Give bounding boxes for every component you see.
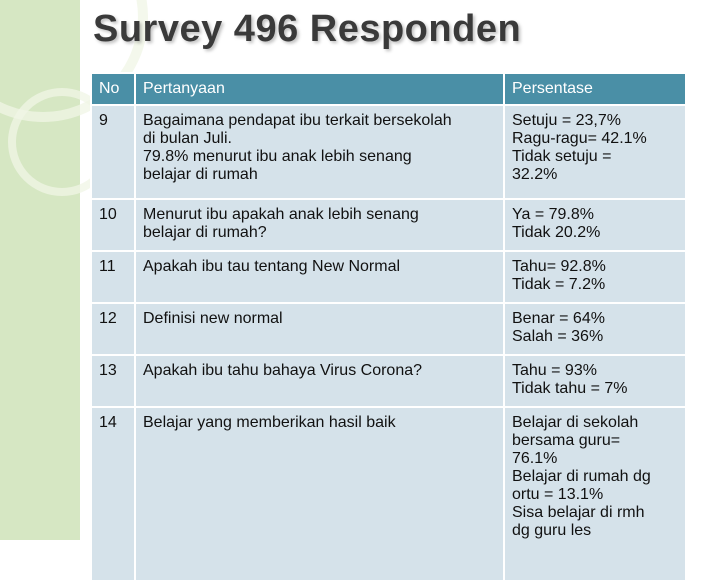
slide-title: Survey 496 Responden (93, 8, 522, 50)
question-line: 79.8% menurut ibu anak lebih senang (143, 148, 412, 165)
row-number: 12 (91, 303, 135, 355)
percentage-line: Setuju = 23,7% (512, 112, 621, 129)
percentage-line: Tidak = 7.2% (512, 276, 606, 293)
question-cell (135, 407, 504, 581)
percentage-line: Ya = 79.8% (512, 206, 594, 223)
header-percentage: Persentase (504, 73, 686, 105)
percentage-line: Tidak setuju = (512, 148, 612, 165)
percentage-line: Salah = 36% (512, 328, 604, 345)
table-row (91, 251, 686, 303)
percentage-line: Belajar di rumah dg (512, 468, 651, 485)
percentage-cell (504, 251, 686, 303)
percentage-line: Tidak 20.2% (512, 224, 601, 241)
table-row (91, 105, 686, 199)
percentage-cell (504, 199, 686, 251)
percentage-line: Tidak tahu = 7% (512, 380, 628, 397)
percentage-cell (504, 407, 686, 581)
percentage-line: Belajar di sekolah (512, 414, 639, 431)
table-row (91, 407, 686, 581)
question-line: belajar di rumah? (143, 224, 267, 241)
question-line: Belajar yang memberikan hasil baik (143, 414, 396, 431)
percentage-line: Tahu= 92.8% (512, 258, 606, 275)
question-line: belajar di rumah (143, 166, 258, 183)
question-cell (135, 355, 504, 407)
table-row (91, 355, 686, 407)
percentage-line: 32.2% (512, 166, 558, 183)
survey-table-container (90, 72, 685, 582)
question-line: Definisi new normal (143, 310, 283, 327)
question-line: Bagaimana pendapat ibu terkait bersekolah (143, 112, 452, 129)
question-cell (135, 105, 504, 199)
table-row (91, 303, 686, 355)
percentage-line: ortu = 13.1% (512, 486, 604, 503)
row-number: 14 (91, 407, 135, 581)
percentage-line: bersama guru= (512, 432, 621, 449)
percentage-line: Tahu = 93% (512, 362, 597, 379)
question-cell (135, 251, 504, 303)
header-question: Pertanyaan (135, 73, 504, 105)
question-cell (135, 199, 504, 251)
percentage-line: Ragu-ragu= 42.1% (512, 130, 647, 147)
percentage-line: Benar = 64% (512, 310, 605, 327)
question-line: di bulan Juli. (143, 130, 232, 147)
percentage-line: Sisa belajar di rmh (512, 504, 645, 521)
percentage-cell (504, 355, 686, 407)
header-no: No (91, 73, 135, 105)
row-number: 11 (91, 251, 135, 303)
percentage-cell (504, 303, 686, 355)
percentage-cell (504, 105, 686, 199)
question-line: Apakah ibu tahu bahaya Virus Corona? (143, 362, 423, 379)
row-number: 13 (91, 355, 135, 407)
percentage-line: 76.1% (512, 450, 558, 467)
row-number: 9 (91, 105, 135, 199)
question-cell (135, 303, 504, 355)
question-line: Menurut ibu apakah anak lebih senang (143, 206, 419, 223)
table-row (91, 199, 686, 251)
row-number: 10 (91, 199, 135, 251)
percentage-line: dg guru les (512, 522, 592, 539)
table-header-row (91, 73, 686, 105)
survey-table (90, 72, 687, 582)
question-line: Apakah ibu tau tentang New Normal (143, 258, 401, 275)
